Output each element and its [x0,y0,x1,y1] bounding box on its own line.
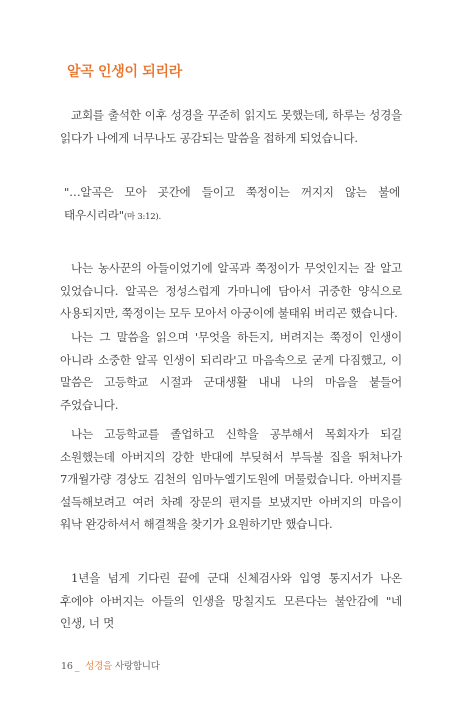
paragraph-farmer-son: 나는 농사꾼의 아들이었기에 알곡과 쭉정이가 무엇인지는 잘 알고 있었습니다. 알곡은 정성스럽게 가마니에 담아서 귀중한 양식으로 사용되지만, 쭉정이는 모두 모아서 아궁이에 불태워 버리곤 했습니다. [60,261,402,320]
page-footer [61,658,160,672]
paragraph-intro: 교회를 출석한 이후 성경을 꾸준히 읽지도 못했는데, 하루는 성경을 읽다가 나에게 너무나도 공감되는 말씀을 접하게 되었습니다. [60,108,402,145]
paragraph-resolution: 나는 그 말씀을 읽으며 '무엇을 하든지, 버려지는 쭉정이 인생이 아니라 소중한 알곡 인생이 되리라'고 마음속으로 굳게 다짐했고, 이 말씀은 고등학교 시절과 군대생활 내내 나의 마음을 붙들어 주었습니다. [60,330,402,412]
book-title-rest: 사랑합니다 [114,661,160,672]
scripture-quote-text: "…알곡은 모아 곳간에 들이고 쭉정이는 꺼지지 않는 불에 태우시리라" [64,185,400,222]
section-title: 알곡 인생이 되리라 [67,64,182,80]
scripture-reference: (마 3:12). [123,211,161,222]
page-number: 16 [61,661,73,672]
scripture-quote [64,181,400,228]
book-title-accent: 성경을 [85,661,113,672]
paragraph-conscription: 1년을 넘게 기다린 끝에 군대 신체검사와 입영 통지서가 나온 후에야 아버지는 아들의 인생을 망칠지도 모른다는 불안감에 "네 인생, 너 멋 [60,571,402,630]
footer-separator: _ [74,661,80,672]
paragraph-seminary: 나는 고등학교를 졸업하고 신학을 공부해서 목회자가 되길 소원했는데 아버지의 강한 반대에 부딪혀서 부득불 집을 뛰쳐나가 7개월가량 경상도 김천의 임마누엘기도원에 머물렀습니다. 아버지를 설득해보려고 여러 차례 장문의 편지를 보냈지만 아버지의 마음이 워낙 완강하셔서 해결책을 찾기가 요원하기만 했습니다. [60,427,402,531]
